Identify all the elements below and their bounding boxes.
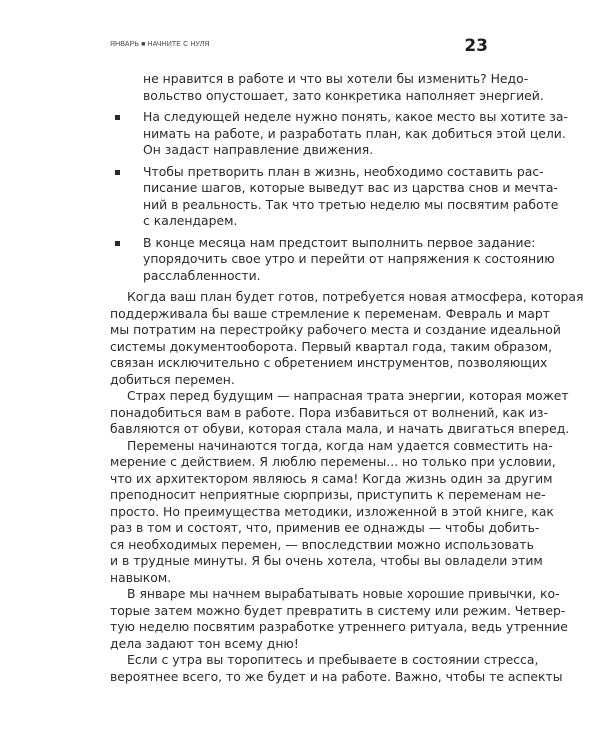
text-line: расслабленности. [143, 267, 261, 283]
text-line: навыком. [110, 569, 172, 585]
text-line: просто. Но преимущества методики, изложенной в этой книге, как [110, 503, 554, 519]
continued-bullet-text [110, 71, 544, 104]
text-line: упорядочить свое утро и перейти от напряжения к состоянию [143, 251, 555, 266]
paragraph [110, 289, 584, 388]
square-bullet-icon [115, 241, 120, 246]
text-line: мы потратим на перестройку рабочего места и создание идеальной [110, 322, 561, 337]
page-body [110, 71, 584, 685]
text-line: преподносит неприятные сюрпризы, приступить к переменам не- [110, 487, 546, 502]
bullet-item [110, 163, 559, 230]
text-line: торые затем можно будет превратить в систему или режим. Четвер- [110, 602, 566, 618]
bullet-list [110, 109, 568, 284]
square-bullet-icon [115, 170, 120, 175]
text-line: вольство опустошает, зато конкретика наполняет энергией. [143, 87, 544, 103]
text-line: Чтобы претворить план в жизнь, необходимо составить рас- [143, 163, 544, 179]
text-line: Он задаст направление движения. [143, 142, 374, 157]
paragraph [110, 586, 568, 652]
text-line: системы документооборота. Первый квартал года, таким образом, [110, 338, 553, 354]
text-line: что их архитектором являюсь я сама! Когда жизнь один за другим [110, 470, 553, 486]
text-line: нимать на работе, и разработать план, как добиться этой цели. [143, 125, 566, 141]
text-line: мерение с действием. Я люблю перемены... но только при условии, [110, 454, 556, 469]
bullet-item [110, 109, 568, 159]
text-line: вероятнее всего, то же будет и на работе. Важно, чтобы те аспекты [110, 668, 563, 684]
text-line: ся необходимых перемен, — впоследствии можно использовать [110, 536, 534, 552]
text-line: писание шагов, которые выведут вас из царства снов и мечта- [143, 180, 558, 195]
bullet-item [110, 234, 555, 285]
text-line: В январе мы начнем вырабатывать новые хорошие привычки, ко- [127, 586, 560, 601]
text-line: бавляются от обуви, которая стала мала, и начать двигаться вперед. [110, 421, 570, 436]
paragraph [110, 388, 570, 438]
text-line: дела задают тон всему дню! [110, 635, 299, 651]
text-line: добиться перемен. [110, 371, 235, 387]
paragraph [110, 437, 556, 587]
text-line: раз в том и состоят, что, применив ее однажды — чтобы добить- [110, 520, 540, 535]
running-head: ЯНВАРЬ ■ НАЧНИТЕ С НУЛЯ [110, 41, 210, 48]
body-paragraphs [110, 289, 584, 685]
text-line: Перемены начинаются тогда, когда нам удается совместить на- [127, 437, 553, 453]
text-line: не нравится в работе и что вы хотели бы изменить? Недо- [143, 71, 529, 86]
text-line: и в трудные минуты. Я бы очень хотела, чтобы вы овладели этим [110, 553, 543, 568]
text-line: В конце месяца нам предстоит выполнить первое задание: [143, 234, 536, 250]
text-line: ний в реальность. Так что третью неделю мы посвятим работе [143, 196, 559, 212]
text-line: Страх перед будущим — напрасная трата энергии, которая может [127, 388, 569, 403]
paragraph [110, 652, 563, 685]
text-line: с календарем. [143, 213, 238, 228]
page-number: 23 [464, 36, 488, 56]
text-line: понадобиться вам в работе. Пора избавиться от волнений, как из- [110, 404, 548, 420]
text-line: поддерживала бы ваше стремление к переменам. Февраль и март [110, 305, 550, 321]
text-line: тую неделю посвятим разработке утреннего ритуала, ведь утренние [110, 619, 568, 634]
square-bullet-icon [115, 115, 120, 120]
text-line: Если с утра вы торопитесь и пребываете в состоянии стресса, [127, 652, 539, 667]
text-line: Когда ваш план будет готов, потребуется новая атмосфера, которая [127, 289, 584, 304]
text-line: На следующей неделе нужно понять, какое место вы хотите за- [143, 109, 568, 124]
text-line: связан исключительно с обретением инструментов, позволяющих [110, 355, 548, 370]
